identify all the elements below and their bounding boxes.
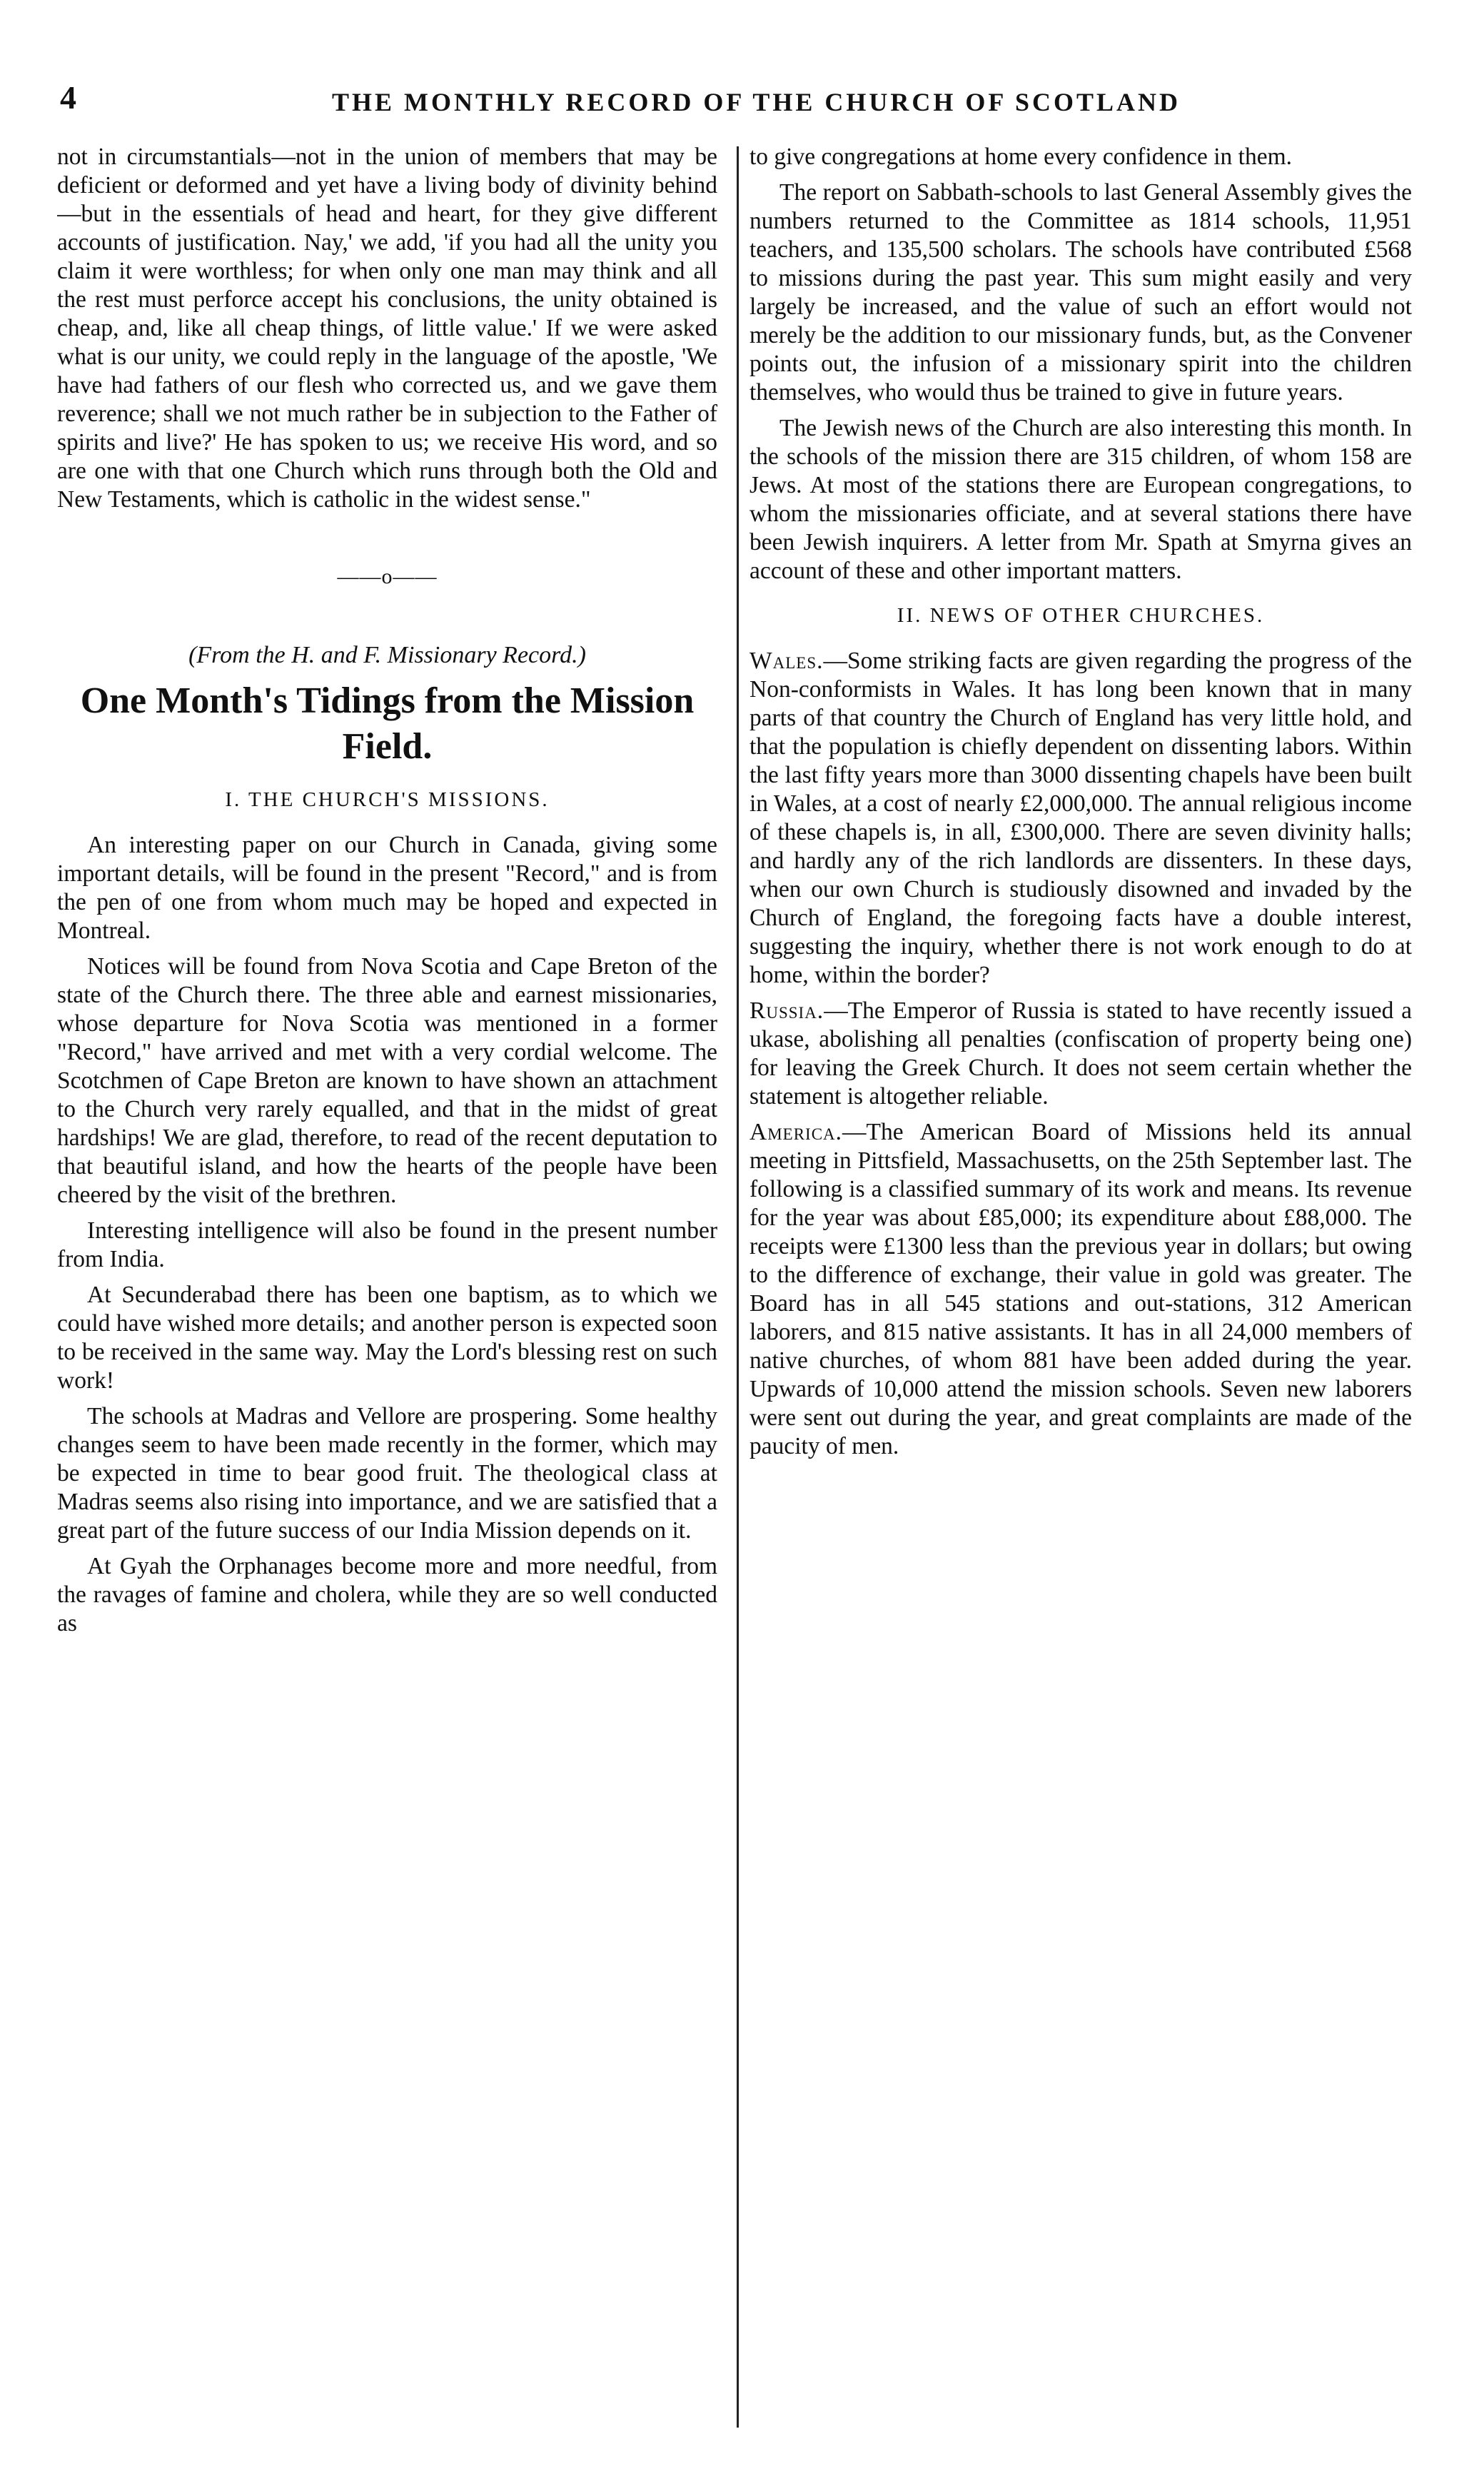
column-divider-rule [737, 146, 739, 2428]
section-heading-church-missions: I. THE CHURCH'S MISSIONS. [225, 788, 550, 811]
page-number: 4 [60, 79, 76, 116]
paragraph-jewish-news: The Jewish news of the Church are also interesting this month. In the schools of the mission there are 315 children, of whom 158 are Jews. At most of the stations there are European congregations, to whom the missionaries officiate, and at several stations there have been Jewish inquirers. A letter from Mr. Spath at Smyrna gives an account of these and other important matters. [749, 415, 1412, 584]
run-in-head-russia: Russia. [749, 997, 824, 1024]
paragraph-madras: The schools at Madras and Vellore are prospering. Some healthy changes seem to have been made recently in the former, which may be expected in time to bear good fruit. The theological class at Madras seems also rising into importance, and we are satisfied that a great part of the future success of our India Mission depends on it. [57, 1403, 717, 1544]
paragraph-nova-scotia: Notices will be found from Nova Scotia and Cape Breton of the state of the Church there. The three able and earnest missionaries, whose departure for Nova Scotia was mentioned in a former "Record," have arrived and met with a very cordial welcome. The Scotchmen of Cape Breton are known to have shown an attachment to the Church very rarely equalled, and that in the midst of great hardships! We are glad, therefore, to read of the recent deputation to that beautiful island, and how the hearts of the people have been cheered by the visit of the brethren. [57, 953, 717, 1208]
running-head: THE MONTHLY RECORD OF THE CHURCH OF SCOTLAND [331, 88, 1181, 116]
run-in-head-america: America. [749, 1119, 843, 1145]
paragraph-gyah: At Gyah the Orphanages become more and more needful, from the ravages of famine and cholera, while they are so well conducted as [57, 1553, 717, 1636]
source-attribution: (From the H. and F. Missionary Record.) [188, 642, 586, 668]
paragraph-wales-text: —Some striking facts are given regarding the progress of the Non-conformists in Wales. It has long been known that in many parts of that country the Church of England has very little hold, and that the population is chiefly dependent on dissenting labors. Within the last fifty years more than 3000 dissenting chapels have been built in Wales, at a cost of nearly £2,000,000. The annual religious income of these chapels is, in all, £300,000. There are seven divinity halls; and hardly any of the rich landlords are dissenters. In these days, when our own Church is studiously disowned and invaded by the Church of England, the foregoing facts have a double interest, suggesting the inquiry, whether there is not work enough to do at home, within the border? [749, 648, 1412, 988]
paragraph-wales [749, 647, 1412, 990]
page-header [0, 71, 1484, 129]
left-column [57, 143, 717, 2442]
paragraph-secunderabad: At Secunderabad there has been one baptism, as to which we could have wished more details; and another person is expected soon to be received in the same way. May the Lord's blessing rest on such work! [57, 1282, 717, 1394]
continued-paragraph: not in circumstantials—not in the union of members that may be deficient or deformed and yet have a living body of divinity behind—but in the essentials of head and heart, for they give different accounts of justification. Nay,' we add, 'if you had all the unity you claim it were worthless; for when only one man may think and all the rest must perforce accept his conclusions, the unity obtained is cheap, and, like all cheap things, of little value.' If we were asked what is our unity, we could reply in the language of the apostle, 'We have had fathers of our flesh who corrected us, and we gave them reverence; shall we not much rather be in subjection to the Father of spirits and live?' He has spoken to us; we receive His word, and so are one with that one Church which runs through both the Old and New Testaments, which is catholic in the widest sense." [57, 144, 717, 513]
article-title: One Month's Tidings from the Mission Field. [80, 680, 695, 767]
continued-paragraph: to give congregations at home every confidence in them. [749, 144, 1292, 170]
paragraph-sabbath-schools: The report on Sabbath-schools to last General Assembly gives the numbers returned to the Committee as 1814 schools, 11,951 teachers, and 135,500 scholars. The schools have contributed £568 to missions during the past year. This sum might easily and very largely be increased, and the value of such an effort would not merely be the addition to our missionary funds, but, as the Convener points out, the infusion of a missionary spirit into the children themselves, who would thus be trained to give in future years. [749, 179, 1412, 406]
paragraph-america [749, 1118, 1412, 1461]
paragraph-russia-text: —The Emperor of Russia is stated to have recently issued a ukase, abolishing all penalties (confiscation of property being one) for leaving the Greek Church. It does not seem certain whether the statement is altogether reliable. [749, 997, 1412, 1110]
paragraph-india: Interesting intelligence will also be found in the present number from India. [57, 1217, 717, 1272]
paragraph-canada: An interesting paper on our Church in Canada, giving some important details, will be found in the present "Record," and is from the pen of one from whom much may be hoped and expected in Montreal. [57, 832, 717, 944]
section-divider: ——o—— [337, 565, 438, 588]
section-heading-other-churches: II. NEWS OF OTHER CHURCHES. [897, 604, 1265, 627]
right-column [749, 143, 1412, 2442]
paragraph-america-text: —The American Board of Missions held its annual meeting in Pittsfield, Massachusetts, on the 25th September last. The following is a classified summary of its work and means. Its revenue for the year was about £85,000; its expenditure about £88,000. The receipts were £1300 less than the previous year in dollars; but owing to the difference of exchange, their value in gold was greater. The Board has in all 545 stations and out-stations, 312 American laborers, and 815 native assistants. It has in all 24,000 members of native churches, of whom 881 have been added during the year. Upwards of 10,000 attend the mission schools. Seven new laborers were sent out during the year, and great complaints are made of the paucity of men. [749, 1119, 1412, 1459]
run-in-head-wales: Wales. [749, 648, 824, 674]
paragraph-russia [749, 997, 1412, 1111]
